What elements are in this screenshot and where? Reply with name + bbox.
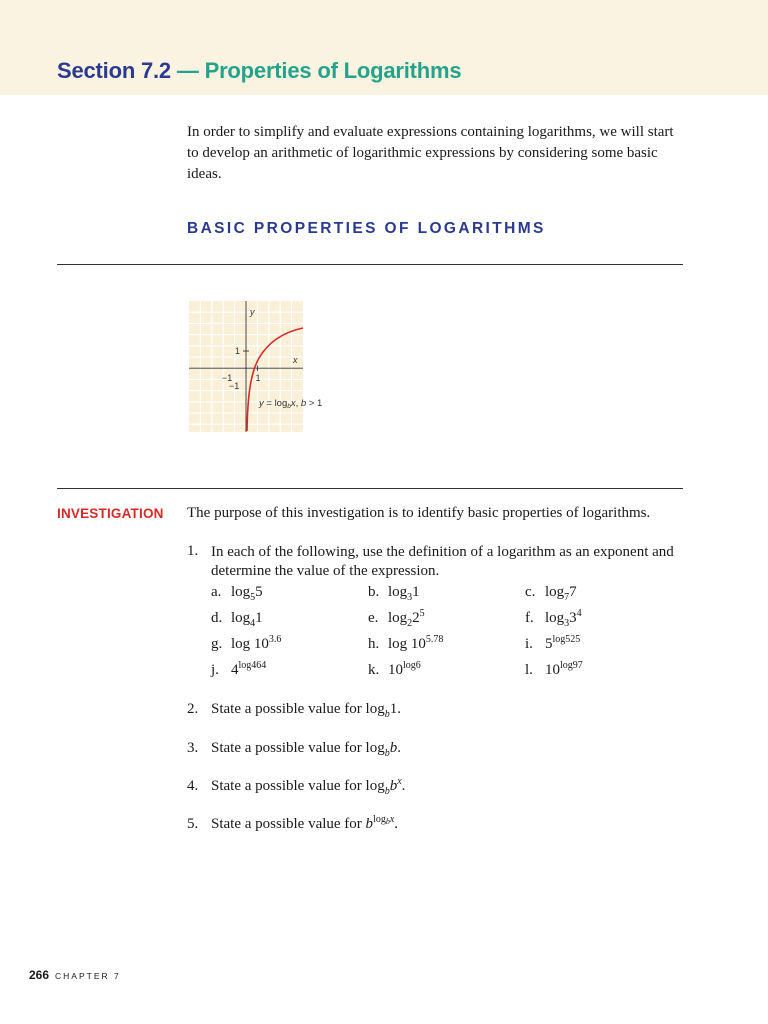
q4-number: 4. bbox=[187, 778, 199, 794]
graph-caption: $y = \log_bx$, b > 1 bbox=[259, 398, 323, 410]
q1-item-j: j. $4^{log464}$ bbox=[211, 660, 267, 678]
subheading: BASIC PROPERTIES OF LOGARITHMS bbox=[187, 220, 546, 237]
q1-item-a: a. $\log_55$ bbox=[211, 584, 263, 603]
q3-number: 3. bbox=[187, 740, 199, 756]
q1-item-f: f. $\log_33^4$ bbox=[525, 608, 582, 629]
q1-item-g: g. $\log 10^{3.6}$ bbox=[211, 634, 282, 652]
section-title-text: — Properties of Logarithms bbox=[170, 58, 462, 83]
investigation-label: INVESTIGATION bbox=[57, 506, 164, 521]
q1-item-d: d. $\log_41$ bbox=[211, 610, 263, 629]
x-axis-label: x bbox=[293, 355, 298, 365]
q4-text: State a possible value for $\log_bb^x$. bbox=[211, 776, 406, 797]
q2-number: 2. bbox=[187, 701, 199, 717]
q1-item-l: l. $10^{log97}$ bbox=[525, 660, 583, 678]
y-axis-label: y bbox=[250, 307, 255, 317]
q3-text: State a possible value for $\log_bb$. bbox=[211, 740, 401, 759]
q1-text: In each of the following, use the definition of a logarithm as an exponent and determine the value of the expression. bbox=[211, 544, 674, 579]
tick-label-y-pos: 1 bbox=[235, 346, 241, 356]
page-footer bbox=[29, 966, 121, 984]
investigation-intro: The purpose of this investigation is to identify basic properties of logarithms. bbox=[187, 505, 651, 521]
q1-item-k: k. $10^{log6}$ bbox=[368, 660, 421, 678]
q1-item-h: h. $\log 10^{5.78}$ bbox=[368, 634, 444, 652]
q1-number: 1. bbox=[187, 543, 199, 559]
log-graph bbox=[189, 301, 323, 432]
page-number: 266 bbox=[29, 968, 50, 982]
intro-paragraph: In order to simplify and evaluate expressions containing logarithms, we will start to develop an arithmetic of logarithmic expressions by considering some basic ideas. bbox=[187, 124, 674, 182]
divider-bottom bbox=[57, 488, 683, 489]
q2-text: State a possible value for $\log_b1$. bbox=[211, 701, 401, 720]
q1-item-e: e. $\log_22^5$ bbox=[368, 608, 425, 629]
q1-item-c: c. $\log_77$ bbox=[525, 584, 577, 603]
q5-number: 5. bbox=[187, 816, 199, 832]
tick-label-x-neg: −1 bbox=[222, 373, 233, 383]
section-title bbox=[57, 58, 461, 84]
section-label: Section 7.2 bbox=[57, 58, 171, 83]
chapter-label: CHAPTER 7 bbox=[55, 971, 121, 981]
q1-item-b: b. $\log_31$ bbox=[368, 584, 420, 603]
tick-label-x-pos: 1 bbox=[255, 373, 261, 383]
tick-label-y-neg: −1 bbox=[229, 381, 240, 391]
divider-top bbox=[57, 264, 683, 265]
q1-item-i: i. $5^{log525}$ bbox=[525, 634, 581, 652]
q5-text: State a possible value for $b^{log_bx}$. bbox=[211, 814, 399, 832]
